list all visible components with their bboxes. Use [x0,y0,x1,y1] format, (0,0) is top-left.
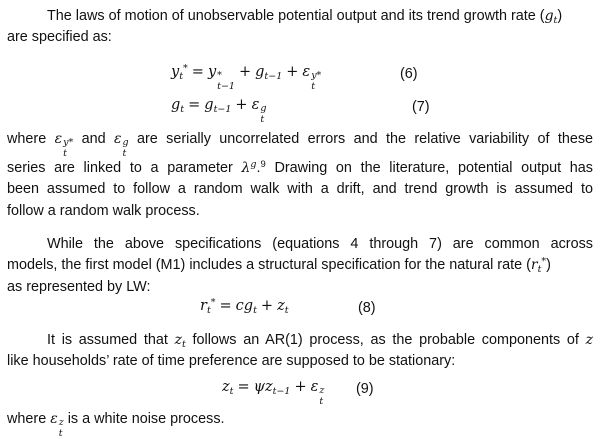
equation-6: $y_t^* = y$ * t−1 + $g_{t-1} + \varepsilon$ y* t [171,63,322,92]
intro-paragraph: The laws of motion of unobservable potential output and its trend growth rate $(g_t)$ are specified as: [7,6,593,49]
natural-rate-paragraph: While the above specifications (equations 4 through 7) are common across models, the first model (M1) includes a structural specification for the natural rate $(r_t^*)$ as represented by LW: [7,236,593,295]
equation-7-number: (7) [412,99,430,115]
epsilon-g-symbol: ε g t [113,131,129,159]
footnote-marker[interactable]: 9 [260,159,266,170]
lambda-g-symbol: $\lambda^g$ [241,159,257,176]
ar1-paragraph: It is assumed that $z_t$ follows an AR(1) process, as the probable components of z like households’ rate of time preference are supposed to be stationary: [7,332,593,370]
equation-6-number: (6) [400,66,418,82]
intro-text: The laws of motion of unobservable potential output and its trend growth rate ( [47,8,545,24]
epsilon-z-symbol: ε z t [50,411,64,439]
z-t-symbol: $z_t$ [174,332,186,350]
equation-7: $g_t = g_{t-1} + \varepsilon$ g t [171,97,267,125]
z-symbol: z [585,332,593,348]
white-noise-paragraph: where ε z t is a white noise process. [7,411,225,439]
trend-growth-symbol: $g_t$ [544,8,558,26]
errors-paragraph: where ε y* t and ε g t are serially uncorrelated errors and the relative variability of these series are linked to a parameter $\lambda^g.^9$ Drawing on the literature, potential output has been assumed to follow a random walk with a drift, and trend growth is assumed to follow a random walk process. [7,131,594,219]
natural-rate-symbol: $r_t^*$ [530,256,547,276]
epsilon-y-symbol: ε y* t [54,131,74,159]
equation-9: $z_t = \psi z_{t-1} + \varepsilon$ z t [222,379,325,407]
intro-line-2: are specified as: [7,29,112,46]
equation-8-number: (8) [358,300,376,316]
equation-9-number: (9) [356,381,374,397]
equation-8: $r_t^* = cg_t + z_t$ [200,297,289,316]
